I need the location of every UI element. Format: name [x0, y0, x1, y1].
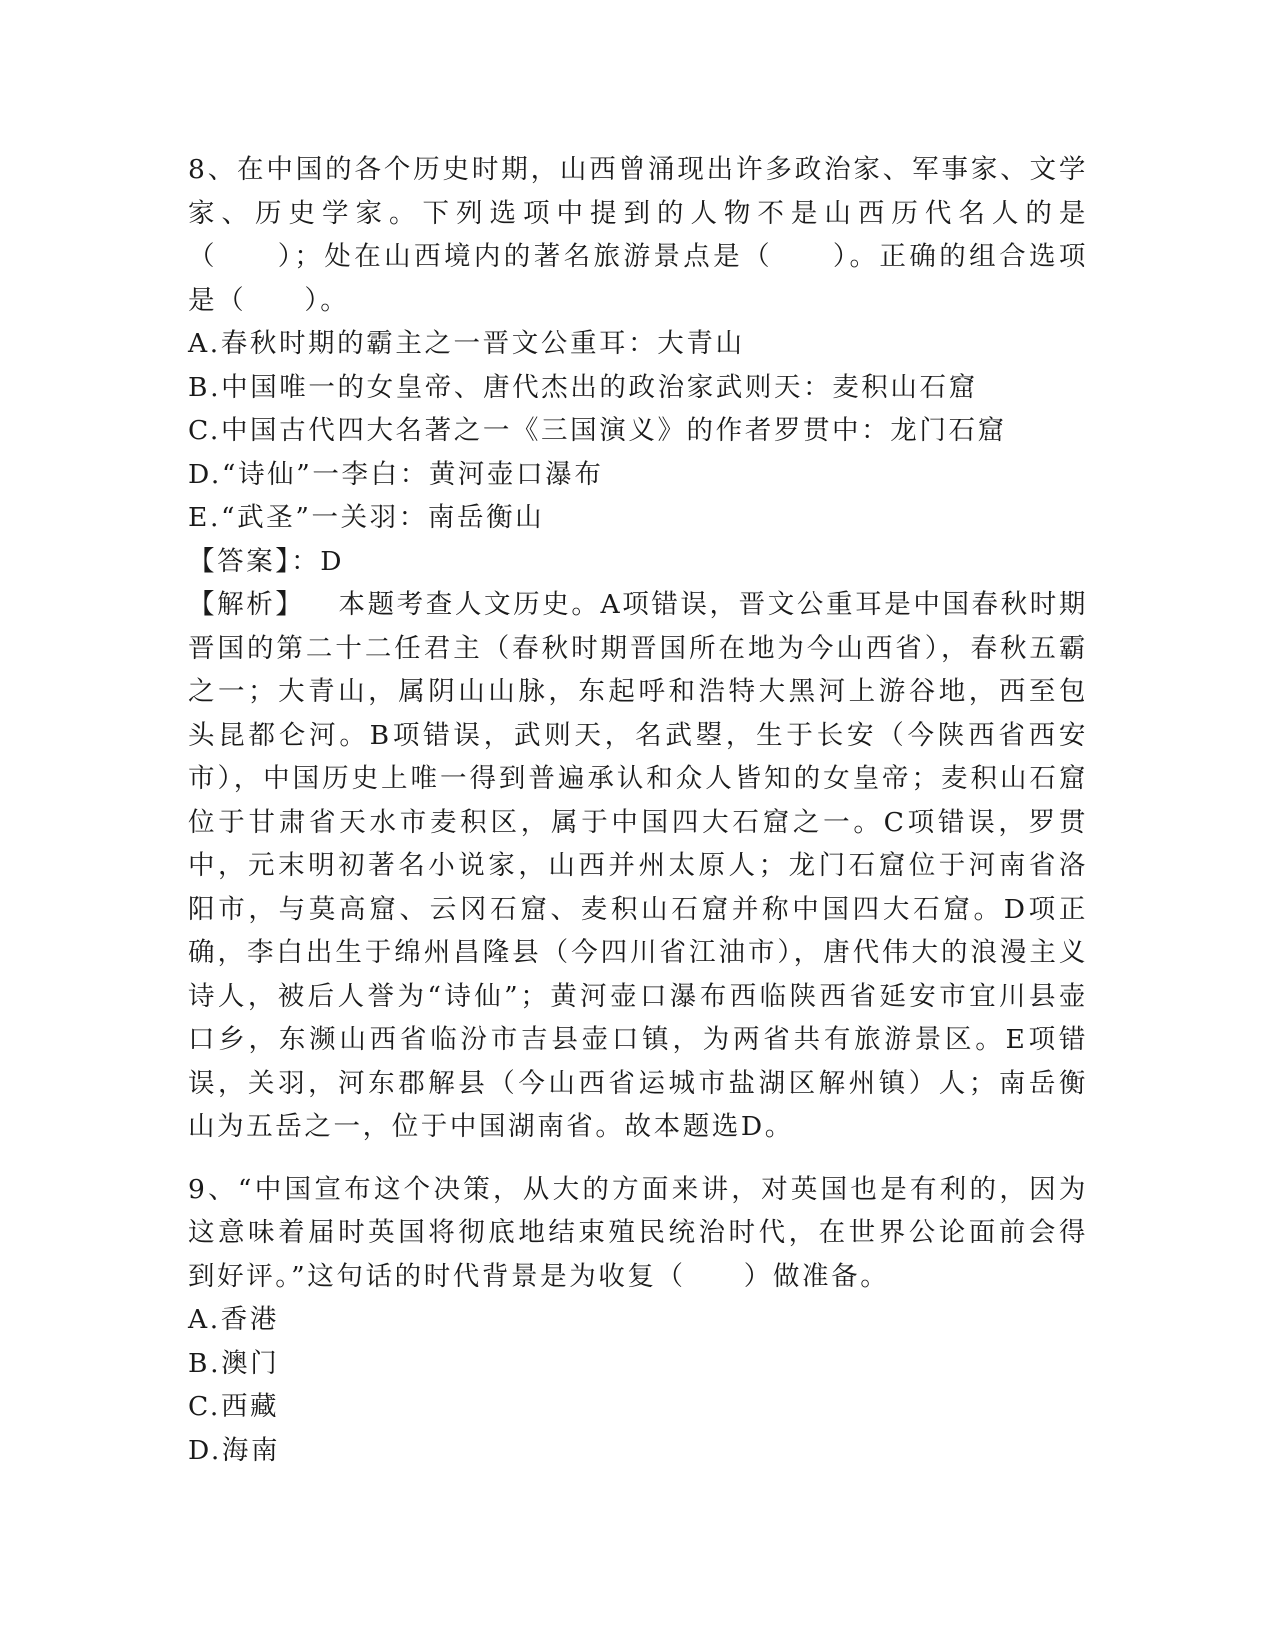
option-a: A.香港 [188, 1304, 279, 1335]
question-stem: 8、在中国的各个历史时期，山西曾涌现出许多政治家、军事家、文学家、历史学家。下列选项中提到的人物不是山西历代名人的是（ ）；处在山西境内的著名旅游景点是（ ）。正确的组合选项是（ ）。 [188, 154, 1088, 316]
option-b: B.澳门 [188, 1347, 280, 1379]
option-b: B.中国唯一的女皇帝、唐代杰出的政治家武则天：麦积山石窟 [188, 371, 978, 403]
answer-line [188, 540, 1088, 584]
question-stem: 9、“中国宣布这个决策，从大的方面来讲，对英国也是有利的，因为这意味着届时英国将彻底地结束殖民统治时代，在世界公论面前会得到好评。”这句话的时代背景是为收复（ ）做准备。 [188, 1173, 1088, 1292]
analysis-text: 本题考查人文历史。A项错误，晋文公重耳是中国春秋时期晋国的第二十二任君主（春秋时期晋国所在地为今山西省），春秋五霸之一；大青山，属阴山山脉，东起呼和浩特大黑河上游谷地，西至包头昆都仑河。B项错误，武则天，名武曌，生于长安（今陕西省西安市），中国历史上唯一得到普遍承认和众人皆知的女皇帝；麦积山石窟位于甘肃省天水市麦积区，属于中国四大石窟之一。C项错误，罗贯中，元末明初著名小说家，山西并州太原人；龙门石窟位于河南省洛阳市，与莫高窟、云冈石窟、麦积山石窟并称中国四大石窟。D项正确，李白出生于绵州昌隆县（今四川省江油市），唐代伟大的浪漫主义诗人，被后人誉为“诗仙”；黄河壶口瀑布西临陕西省延安市宜川县壶口乡，东濒山西省临汾市吉县壶口镇，为两省共有旅游景区。E项错误，关羽，河东郡解县（今山西省运城市盐湖区解州镇）人；南岳衡山为五岳之一，位于中国湖南省。故本题选D。 [188, 589, 1088, 1142]
option-d: D.“诗仙”一李白：黄河壶口瀑布 [188, 458, 604, 490]
option-d: D.海南 [188, 1434, 281, 1466]
option-e: E.“武圣”一关羽：南岳衡山 [188, 502, 545, 533]
analysis-label: 【解析】 [188, 589, 305, 620]
option-c: C.中国古代四大名著之一《三国演义》的作者罗贯中：龙门石窟 [188, 415, 1007, 446]
answer-value: ：D [291, 545, 345, 577]
analysis-block [188, 583, 1088, 1149]
option-a: A.春秋时期的霸主之一晋文公重耳：大青山 [188, 328, 745, 359]
question-8 [188, 148, 1088, 1149]
document-content [188, 148, 1088, 1472]
question-spacer [188, 1149, 1088, 1168]
option-c: C.西藏 [188, 1391, 280, 1422]
answer-label: 【答案】 [188, 545, 292, 577]
question-9 [188, 1168, 1088, 1473]
